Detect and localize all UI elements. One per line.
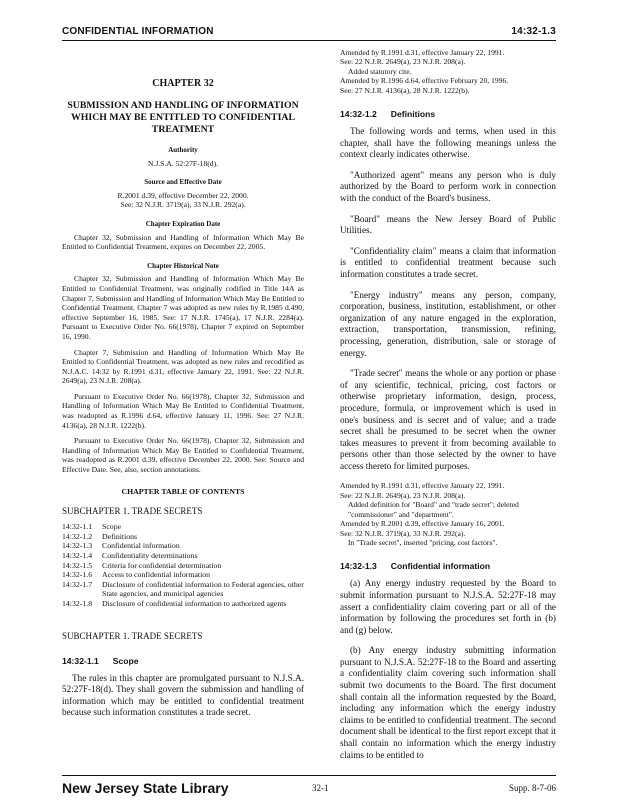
toc-item-number: 14:32-1.2 <box>62 531 93 541</box>
toc-item-number: 14:32-1.3 <box>62 541 93 551</box>
toc-item-title: Confidentiality determinations <box>102 551 198 560</box>
toc-item-title: Criteria for confidential determination <box>102 560 222 570</box>
history-line: Added definition for "Board" and "trade secret"; deleted "commissioner" and "department". <box>348 500 519 519</box>
toc-item-number: 14:32-1.8 <box>62 598 93 608</box>
toc-item-number: 14:32-1.6 <box>62 570 93 580</box>
toc-item <box>62 580 304 599</box>
supplement-date: Supp. 8-7-06 <box>509 783 556 793</box>
section-title: Scope <box>112 655 139 666</box>
history-line: See: 22 N.J.R. 2649(a), 23 N.J.R. 208(a). <box>340 57 466 67</box>
subchapter-heading: SUBCHAPTER 1. TRADE SECRETS <box>62 630 203 641</box>
section-title: Definitions <box>390 109 436 120</box>
section-heading-1-3 <box>340 561 556 572</box>
toc-heading: CHAPTER TABLE OF CONTENTS <box>121 486 245 496</box>
toc-item-title: Access to confidential information <box>102 570 211 580</box>
toc-list <box>62 522 304 608</box>
toc-item-title: Scope <box>102 522 122 532</box>
header-section: 14:32-1.3 <box>511 26 556 37</box>
toc-item-title: Definitions <box>102 531 138 541</box>
toc-item-title: Disclosure of confidential information to authorized agents <box>102 598 287 608</box>
source-line-1: R.2001 d.39, effective December 22, 2000. <box>117 190 249 200</box>
section-heading-1-1 <box>62 656 304 667</box>
toc-item <box>62 541 304 551</box>
toc-item-number: 14:32-1.7 <box>62 579 93 589</box>
toc-item-number: 14:32-1.4 <box>62 551 93 560</box>
header-title: CONFIDENTIAL INFORMATION <box>62 26 214 37</box>
historical-heading: Chapter Historical Note <box>147 261 219 270</box>
toc-item <box>62 561 304 571</box>
history-line: Amended by R.1991 d.31, effective January 22, 1991. <box>340 481 505 491</box>
toc-item <box>62 522 304 532</box>
scope-text: The rules in this chapter are promulgated pursuant to N.J.S.A. 52:27F-18(d). They shall govern the submission and handling of information which may be entitled to confidential treatment because such information constitutes a trade secret. <box>62 672 304 718</box>
definition-paragraph: "Board" means the New Jersey Board of Public Utilities. <box>340 213 556 236</box>
authority-text: N.J.S.A. 52:27F-18(d). <box>147 158 219 168</box>
source-heading: Source and Effective Date <box>144 178 222 187</box>
section-heading-1-2 <box>340 109 556 120</box>
subsection-a: (a) Any energy industry requested by the Board to submit information pursuant to N.J.S.A. 52:27F-18 may assert a confidentiality claim covering part or all of the information by following the procedures set forth in (b) and (g) below. <box>340 578 556 635</box>
subsection-b: (b) Any energy industry submitting information pursuant to N.J.S.A. 52:27F-18 to the Board and asserting a confidentiality claim covering such information shall submit two documents to the Board. The first document shall contain all the information requested by the Board, including any information which the energy industry claims to be entitled to confidential treatment. The second document shall be identical to the first report except that it shall contain no information which the energy industry claims to be entitled to <box>340 645 556 760</box>
expiration-heading: Chapter Expiration Date <box>145 219 221 228</box>
history-line: Amended by R.1996 d.64, effective February 20, 1996. <box>340 76 509 86</box>
toc-item-number: 14:32-1.1 <box>62 522 93 532</box>
section-number: 14:32-1.1 <box>62 655 99 666</box>
page-footer <box>62 780 556 798</box>
history-note-mid <box>340 481 556 547</box>
chapter-title: SUBMISSION AND HANDLING OF INFORMATION WHICH MAY BE ENTITLED TO CONFIDENTIAL TREATMENT <box>67 100 299 135</box>
left-column <box>62 48 304 728</box>
history-line: Amended by R.2001 d.39, effective January 16, 2001. <box>340 519 505 529</box>
footer-rule <box>62 775 556 776</box>
toc-subchapter: SUBCHAPTER 1. TRADE SECRETS <box>62 506 203 517</box>
history-line: See: 27 N.J.R. 4136(a), 28 N.J.R. 1222(b). <box>340 85 470 95</box>
toc-item <box>62 599 304 609</box>
section-number: 14:32-1.3 <box>340 561 377 572</box>
toc-item-title: Disclosure of confidential information to Federal agencies, other State agencies, and municipal agencies <box>102 579 304 599</box>
historical-paragraph: Pursuant to Executive Order No. 66(1978), Chapter 32, Submission and Handling of Information Which May Be Entitled to Confidential Treatment, was readopted as R.1996 d.64, effective January 11, 1996. See: 27 N.J.R. 4136(a), 28 N.J.R. 1222(b). <box>62 391 304 430</box>
definition-paragraph: "Authorized agent" means any person who is duly authorized by the Board to perform work in connection with the conduct of the Board's business. <box>340 169 556 203</box>
running-header <box>62 26 556 40</box>
right-column <box>340 48 556 770</box>
header-rule <box>62 40 556 41</box>
page-number: 32-1 <box>312 783 329 793</box>
historical-paragraph: Chapter 32, Submission and Handling of Information Which May Be Entitled to Confidential Treatment, was originally codified in Title 14A as Chapter 7, Submission and Handling of Information Which May Be Entitled to Confidential Treatment. Chapter 7 was adopted as new rules by R.1985 d.490, effective September 16, 1985. See: 17 N.J.R. 1745(a), 17 N.J.R. 2284(a). Pursuant to Executive Order No. 66(1978), Chapter 7 expired on September 16, 1990. <box>62 274 304 341</box>
history-line: See: 22 N.J.R. 2649(a), 23 N.J.R. 208(a). <box>340 490 466 500</box>
toc-item <box>62 532 304 542</box>
authority-heading: Authority <box>168 146 198 154</box>
history-line: Added statutory cite. <box>348 66 412 76</box>
section-title: Confidential information <box>390 561 491 572</box>
toc-item <box>62 570 304 580</box>
history-line: Amended by R.1991 d.31, effective January 22, 1991. <box>340 48 505 57</box>
definition-paragraph: "Confidentiality claim" means a claim that information is entitled to confidential treatment because such information constitutes a trade secret. <box>340 245 556 279</box>
toc-item-number: 14:32-1.5 <box>62 560 93 570</box>
history-line: In "Trade secret", inserted "pricing, cost factors". <box>348 537 498 547</box>
history-note-top <box>340 48 556 95</box>
definition-paragraph: "Trade secret" means the whole or any portion or phase of any scientific, technical, pricing, cost factors or otherwise proprietary information, design, process, procedure, formula, or improvement which is used in one's business and is secret and of value; and a trade secret shall be presumed to be secret when the owner takes measures to prevent it from becoming available to persons other than those selected by the owner to have access thereto for limited purposes. <box>340 368 556 471</box>
section-number: 14:32-1.2 <box>340 109 377 120</box>
toc-item-title: Confidential information <box>102 541 180 551</box>
library-watermark: New Jersey State Library <box>62 780 229 796</box>
historical-paragraph: Pursuant to Executive Order No. 66(1978), Chapter 32, Submission and Handling of Information Which May Be Entitled to Confidential Treatment, was readopted as R.2001 d.39, effective December 22, 2000. See: Source and Effective Date. See, also, section annotations. <box>62 436 304 475</box>
source-line-2: See: 32 N.J.R. 3719(a), 33 N.J.R. 292(a). <box>120 200 246 210</box>
history-line: See: 32 N.J.R. 3719(a), 33 N.J.R. 292(a). <box>340 528 466 538</box>
toc-item <box>62 551 304 561</box>
chapter-number: CHAPTER 32 <box>152 78 214 89</box>
definition-paragraph: "Energy industry" means any person, company, corporation, business, institution, establishment, or other organization of any nature engaged in the exploration, extraction, transportation, transmission, refining, processing, generation, distribution, sale or storage of energy. <box>340 289 556 358</box>
expiration-text: Chapter 32, Submission and Handling of Information Which May Be Entitled to Confidential Treatment, expires on December 22, 2005. <box>62 232 304 252</box>
definition-paragraph: The following words and terms, when used in this chapter, shall have the following meanings unless the context clearly indicates otherwise. <box>340 126 556 160</box>
historical-paragraph: Chapter 7, Submission and Handling of Information Which May Be Entitled to Confidential Treatment, was adopted as new rules and recodified as N.J.A.C. 14:32 by R.1991 d.31, effective January 22, 1991. See: 22 N.J.R. 2649(a), 23 N.J.R. 208(a). <box>62 347 304 386</box>
